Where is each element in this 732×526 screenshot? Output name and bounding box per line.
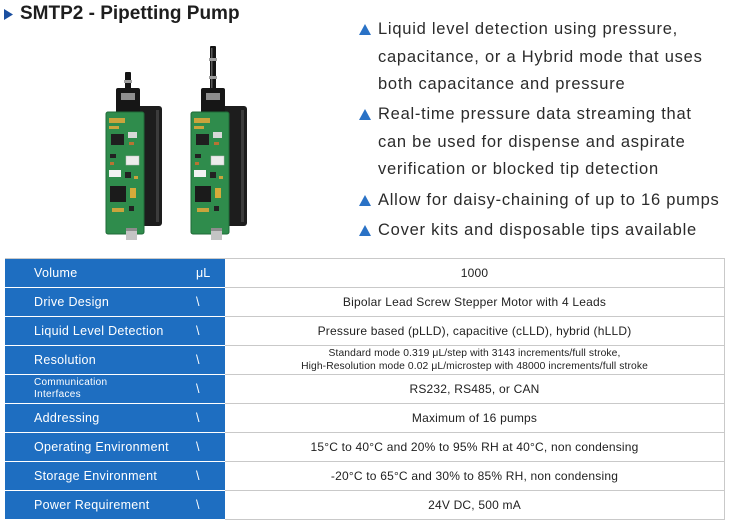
spec-value-cell bbox=[225, 491, 725, 520]
spec-value-cell bbox=[225, 288, 725, 317]
pump-carriage bbox=[201, 88, 225, 114]
feature-text: capacitance, or a Hybrid mode that uses bbox=[378, 47, 703, 66]
housing-highlight bbox=[241, 110, 244, 222]
rod-ring bbox=[209, 58, 217, 61]
rod-shaft bbox=[210, 46, 216, 90]
triangle-right-shape bbox=[4, 9, 13, 20]
feature-text: Liquid level detection using pressure, bbox=[378, 20, 679, 38]
pcb-component bbox=[129, 142, 134, 145]
spec-unit: \ bbox=[196, 324, 200, 338]
spec-value: Bipolar Lead Screw Stepper Motor with 4 Leads bbox=[342, 295, 607, 309]
pcb-component bbox=[214, 142, 219, 145]
spec-value: Maximum of 16 pumps bbox=[411, 411, 538, 425]
spec-label-cell bbox=[5, 288, 225, 317]
triangle-up-icon bbox=[359, 24, 371, 35]
feature-text: can be used for dispense and aspirate bbox=[378, 132, 686, 151]
page-header bbox=[4, 2, 240, 26]
pcb-component bbox=[109, 126, 119, 129]
spec-label-cell bbox=[5, 259, 225, 288]
pcb-component bbox=[210, 172, 216, 178]
pump-header-pins bbox=[194, 118, 210, 123]
spec-label-cell bbox=[5, 462, 225, 491]
spec-unit: \ bbox=[196, 382, 200, 396]
feature-text: verification or blocked tip detection bbox=[378, 160, 659, 179]
spec-unit: \ bbox=[196, 353, 200, 367]
pump-carriage bbox=[116, 88, 140, 114]
pump-driver-chip bbox=[110, 186, 126, 202]
feature-item bbox=[358, 16, 728, 99]
spec-label-cell bbox=[5, 433, 225, 462]
pcb-component bbox=[194, 126, 204, 129]
pcb-component bbox=[197, 208, 209, 212]
pump-product-image bbox=[95, 40, 265, 250]
triangle-right-icon bbox=[4, 9, 13, 20]
spec-label: Addressing bbox=[34, 411, 100, 425]
spec-label-cell bbox=[5, 346, 225, 375]
spec-label: Communication Interfaces bbox=[34, 377, 108, 400]
spec-value: 15°C to 40°C and 20% to 95% RH at 40°C, non condensing bbox=[310, 440, 639, 454]
pump-driver-chip bbox=[195, 186, 211, 202]
spec-row-addressing bbox=[5, 404, 725, 433]
pump-left bbox=[106, 88, 162, 240]
pump-left-rod bbox=[124, 72, 132, 90]
spec-row-drive-design bbox=[5, 288, 725, 317]
spec-unit: \ bbox=[196, 498, 200, 512]
spec-row-volume bbox=[5, 259, 725, 288]
housing-highlight bbox=[156, 110, 159, 222]
spec-row-resolution bbox=[5, 346, 725, 375]
spec-value: Pressure based (pLLD), capacitive (cLLD), hybrid (hLLD) bbox=[317, 324, 632, 338]
pump-ic-chip bbox=[196, 134, 209, 145]
pcb-component bbox=[128, 132, 137, 138]
spec-value: 24V DC, 500 mA bbox=[428, 498, 521, 512]
spec-value-cell bbox=[225, 317, 725, 346]
pcb-component bbox=[213, 132, 222, 138]
pump-right-rod bbox=[209, 46, 217, 90]
page-title: SMTP2 - Pipetting Pump bbox=[20, 3, 240, 24]
spec-unit: \ bbox=[196, 469, 200, 483]
pcb-component bbox=[110, 154, 116, 158]
spec-table bbox=[5, 258, 725, 520]
feature-text: both capacitance and pressure bbox=[378, 75, 626, 93]
spec-value: 1000 bbox=[460, 266, 489, 280]
pump-tip-ring bbox=[126, 228, 137, 231]
spec-value-line: High-Resolution mode 0.02 μL/microstep with 48000 increments/full stroke bbox=[301, 361, 648, 372]
spec-label: Resolution bbox=[34, 353, 97, 367]
triangle-up-icon bbox=[359, 109, 371, 120]
pcb-component bbox=[125, 172, 131, 178]
spec-label-cell bbox=[5, 491, 225, 520]
spec-row-power-requirement bbox=[5, 491, 725, 520]
feature-item bbox=[358, 101, 728, 184]
pcb-component bbox=[110, 162, 114, 165]
spec-label: Drive Design bbox=[34, 295, 110, 309]
spec-label-cell bbox=[5, 375, 225, 404]
feature-item bbox=[358, 217, 728, 245]
triangle-up-shape bbox=[359, 225, 371, 236]
spec-value: -20°C to 65°C and 30% to 85% RH, non condensing bbox=[330, 469, 619, 483]
spec-label: Storage Environment bbox=[34, 469, 158, 483]
feature-text: Allow for daisy-chaining of up to 16 pumps bbox=[378, 190, 720, 209]
pump-right bbox=[191, 88, 247, 240]
spec-row-storage-environment bbox=[5, 462, 725, 491]
spec-unit: \ bbox=[196, 440, 200, 454]
pcb-capacitor bbox=[130, 188, 136, 198]
pump-connector bbox=[126, 156, 139, 165]
spec-value-cell bbox=[225, 346, 725, 375]
rod-ring bbox=[209, 76, 217, 79]
triangle-up-shape bbox=[359, 24, 371, 35]
spec-value-cell bbox=[225, 462, 725, 491]
pcb-component bbox=[195, 154, 201, 158]
spec-value-cell bbox=[225, 259, 725, 288]
spec-unit: \ bbox=[196, 295, 200, 309]
pcb-component bbox=[134, 176, 138, 179]
spec-label: Power Requirement bbox=[34, 498, 150, 512]
pump-label-sticker bbox=[109, 170, 121, 177]
spec-row-communication-interfaces bbox=[5, 375, 725, 404]
pcb-component bbox=[112, 208, 124, 212]
feature-text: Real-time pressure data streaming that bbox=[378, 105, 692, 124]
pump-header-pins bbox=[109, 118, 125, 123]
spec-row-operating-environment bbox=[5, 433, 725, 462]
pump-carriage-plate bbox=[206, 93, 220, 100]
spec-value-line: Standard mode 0.319 μL/step with 3143 increments/full stroke, bbox=[328, 348, 621, 359]
pump-connector bbox=[211, 156, 224, 165]
pump-carriage-plate bbox=[121, 93, 135, 100]
spec-label-cell bbox=[5, 404, 225, 433]
spec-value-cell bbox=[225, 433, 725, 462]
triangle-up-shape bbox=[359, 195, 371, 206]
feature-text: Cover kits and disposable tips available bbox=[378, 220, 697, 239]
pcb-component bbox=[195, 162, 199, 165]
spec-value-cell bbox=[225, 404, 725, 433]
pump-ic-chip bbox=[111, 134, 124, 145]
pcb-component bbox=[214, 206, 219, 211]
spec-unit: \ bbox=[196, 411, 200, 425]
pump-tip-ring bbox=[211, 228, 222, 231]
spec-value-cell bbox=[225, 375, 725, 404]
spec-unit: μL bbox=[196, 266, 211, 280]
spec-row-liquid-level-detection bbox=[5, 317, 725, 346]
pcb-capacitor bbox=[215, 188, 221, 198]
feature-item bbox=[358, 187, 728, 215]
pcb-component bbox=[129, 206, 134, 211]
rod-highlight bbox=[211, 48, 213, 88]
spec-label: Operating Environment bbox=[34, 440, 169, 454]
rod-ring bbox=[124, 80, 132, 83]
triangle-up-icon bbox=[359, 225, 371, 236]
feature-list bbox=[358, 16, 728, 247]
pcb-component bbox=[219, 176, 223, 179]
triangle-up-shape bbox=[359, 109, 371, 120]
spec-label-cell bbox=[5, 317, 225, 346]
spec-value: RS232, RS485, or CAN bbox=[409, 382, 540, 396]
pump-label-sticker bbox=[194, 170, 206, 177]
spec-label: Liquid Level Detection bbox=[34, 324, 164, 338]
triangle-up-icon bbox=[359, 195, 371, 206]
spec-label: Volume bbox=[34, 266, 78, 280]
